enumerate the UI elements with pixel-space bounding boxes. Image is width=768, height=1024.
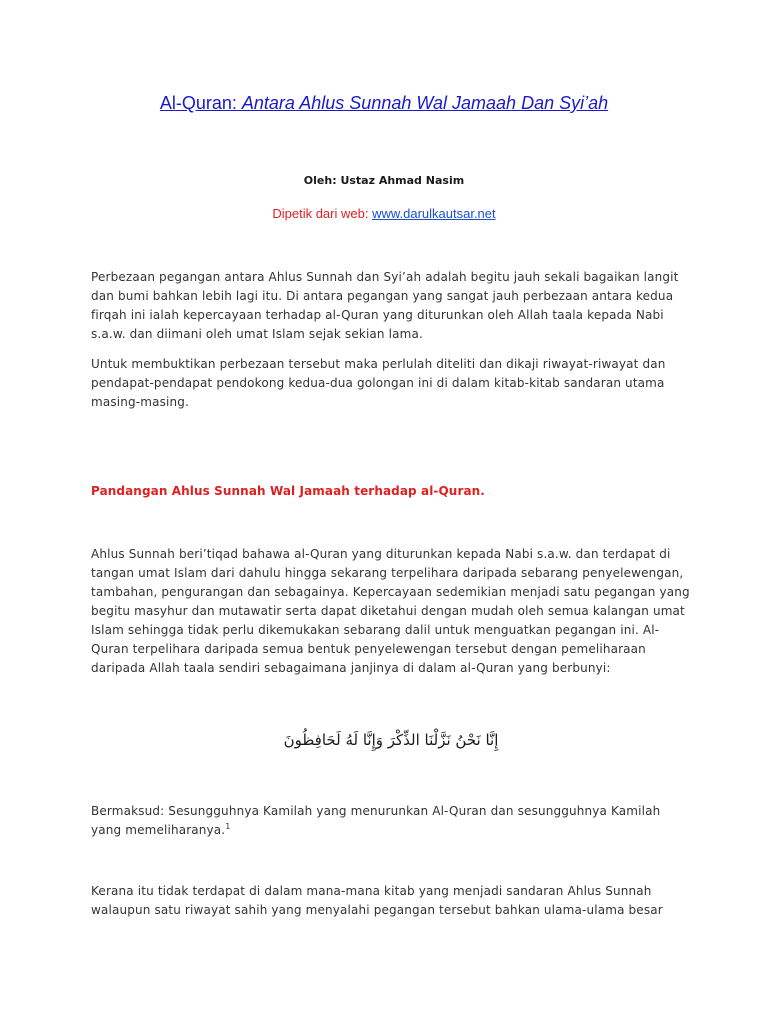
paragraph-meaning bbox=[91, 802, 691, 840]
paragraph-intro: Perbezaan pegangan antara Ahlus Sunnah dan Syi’ah adalah begitu jauh sekali bagaikan langit dan bumi bahkan lebih lagi itu. Di antara pegangan yang sangat jauh perbezaan antara kedua firqah ini ialah kepercayaan terhadap al-Quran yang diturunkan oleh Allah taala kepada Nabi s.a.w. dan diimani oleh umat Islam sejak sekian lama. bbox=[91, 270, 679, 341]
source-link[interactable]: www.darulkautsar.net bbox=[372, 206, 496, 221]
section-heading: Pandangan Ahlus Sunnah Wal Jamaah terhadap al-Quran. bbox=[91, 484, 485, 498]
paragraph-method: Untuk membuktikan perbezaan tersebut maka perlulah diteliti dan dikaji riwayat-riwayat dan pendapat-pendapat pendokong kedua-dua golongan ini di dalam kitab-kitab sandaran utama masing-masing. bbox=[91, 357, 666, 409]
document-title bbox=[0, 93, 768, 114]
source-label: Dipetik dari web: bbox=[272, 206, 373, 221]
footnote-marker[interactable]: 1 bbox=[225, 822, 231, 831]
title-prefix: Al-Quran: bbox=[159, 93, 242, 113]
title-italic: Antara Ahlus Sunnah Wal Jamaah Dan Syi’ah bbox=[241, 93, 609, 113]
source-line bbox=[0, 206, 768, 221]
meaning-text: Bermaksud: Sesungguhnya Kamilah yang menurunkan Al-Quran dan sesungguhnya Kamilah yang memeliharanya. bbox=[91, 804, 661, 837]
arabic-verse: إِنَّا نَحْنُ نَزَّلْنَا الذِّكْرَ وَإِنَّا لَهُ لَحَافِظُونَ bbox=[283, 731, 499, 749]
paragraph-conclusion: Kerana itu tidak terdapat di dalam mana-mana kitab yang menjadi sandaran Ahlus Sunnah walaupun satu riwayat sahih yang menyalahi pegangan tersebut bahkan ulama-ulama besar bbox=[91, 884, 663, 917]
author-line: Oleh: Ustaz Ahmad Nasim bbox=[303, 174, 465, 187]
paragraph-belief: Ahlus Sunnah beri’tiqad bahawa al-Quran yang diturunkan kepada Nabi s.a.w. dan terdapat di tangan umat Islam dari dahulu hingga sekarang terpelihara daripada sebarang penyelewengan, tambahan, pengurangan dan sebagainya. Kepercayaan sedemikian menjadi satu pegangan yang begitu masyhur dan mutawatir serta dapat diketahui dengan mudah oleh semua kalangan umat Islam sehingga tidak perlu dikemukakan sebarang dalil untuk menguatkan pegangan ini. Al-Quran terpelihara daripada semua bentuk penyelewengan tersebut dengan pemeliharaan daripada Allah taala sendiri sebagaimana janjinya di dalam al-Quran yang berbunyi: bbox=[91, 547, 690, 675]
